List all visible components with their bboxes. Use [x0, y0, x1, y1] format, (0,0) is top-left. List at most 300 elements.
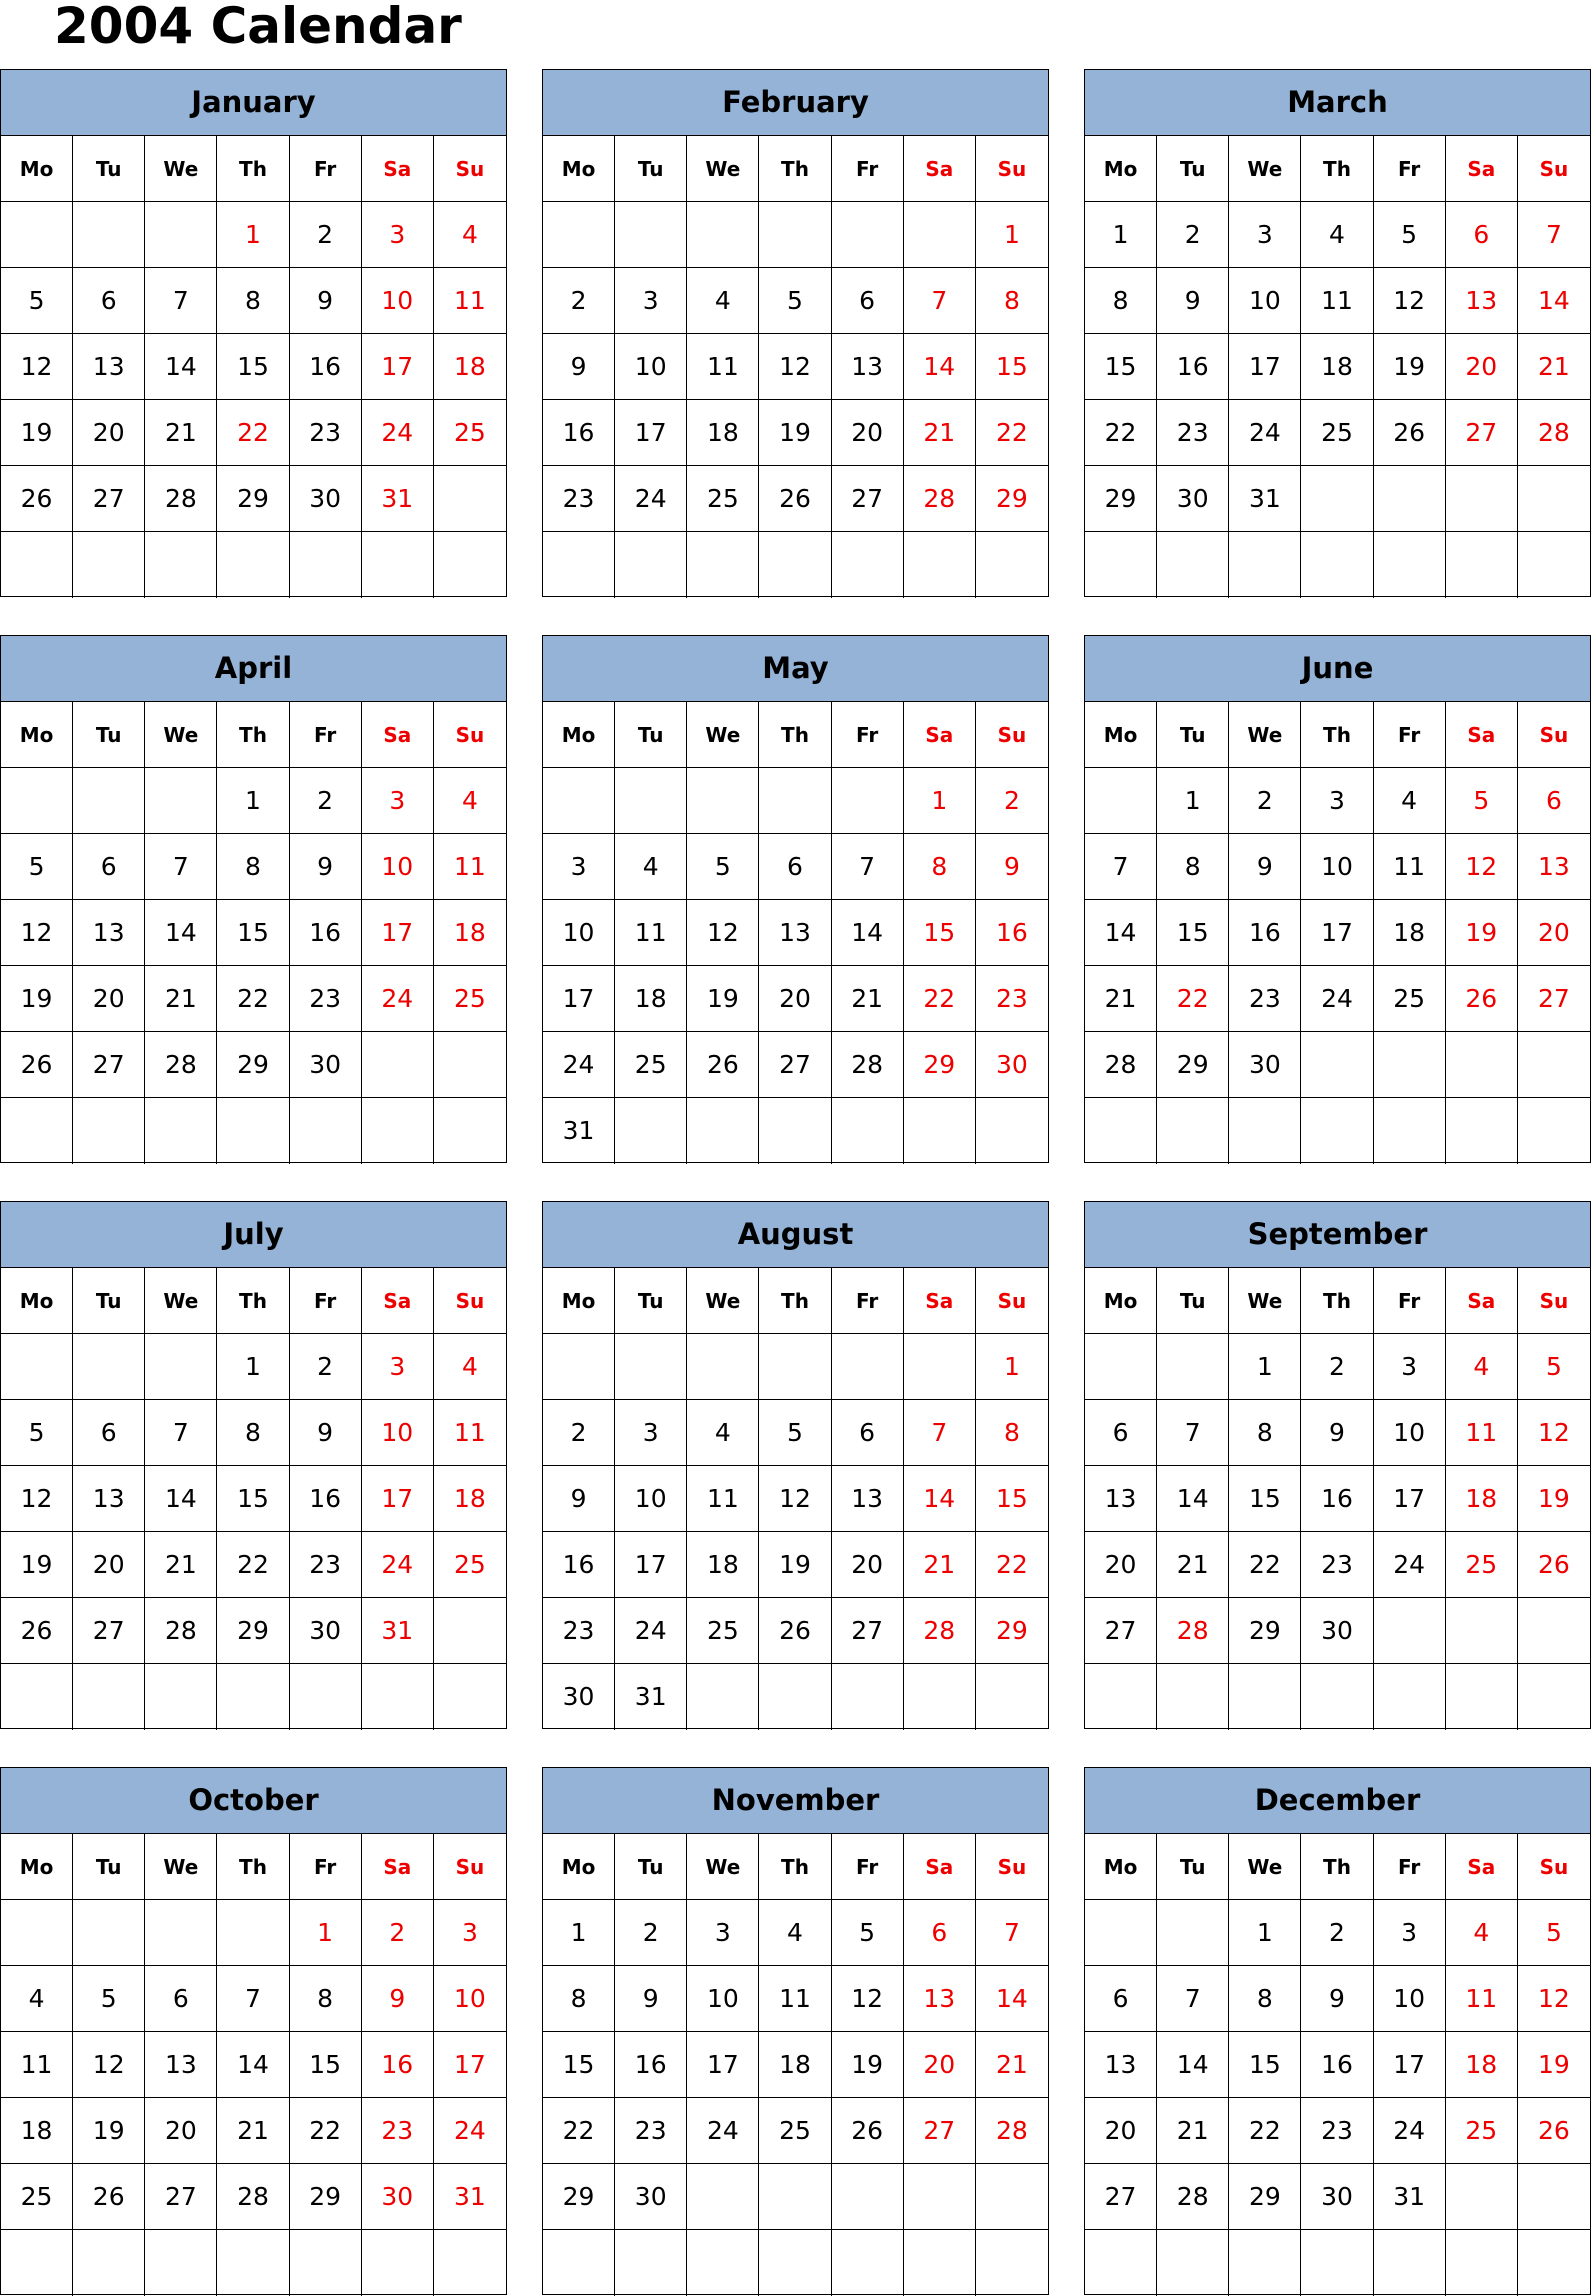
day-cell: 16	[290, 334, 362, 400]
day-cell: 11	[1301, 268, 1373, 334]
day-cell: 11	[615, 900, 687, 966]
day-cell: 24	[362, 400, 434, 466]
empty-cell	[1157, 1334, 1229, 1400]
day-cell: 22	[1229, 1532, 1301, 1598]
day-cell: 13	[832, 334, 904, 400]
day-cell: 28	[976, 2098, 1048, 2164]
weekday-header: Th	[217, 136, 289, 202]
day-cell: 25	[687, 466, 759, 532]
day-cell: 23	[290, 400, 362, 466]
empty-cell	[145, 202, 217, 268]
day-cell: 23	[1301, 1532, 1373, 1598]
day-cell: 21	[976, 2032, 1048, 2098]
day-cell: 10	[1374, 1966, 1446, 2032]
day-cell: 12	[687, 900, 759, 966]
weekday-header: Sa	[1446, 1834, 1518, 1900]
day-cell: 16	[615, 2032, 687, 2098]
day-cell: 29	[290, 2164, 362, 2230]
empty-cell	[1374, 2230, 1446, 2296]
empty-cell	[1157, 1098, 1229, 1164]
day-cell: 21	[145, 400, 217, 466]
day-cell: 25	[1, 2164, 73, 2230]
weekday-header: Su	[976, 1268, 1048, 1334]
empty-cell	[1374, 1032, 1446, 1098]
day-cell: 5	[1, 268, 73, 334]
empty-cell	[1, 1900, 73, 1966]
day-cell: 26	[1, 466, 73, 532]
day-grid	[543, 702, 1048, 1164]
empty-cell	[1446, 1664, 1518, 1730]
day-cell: 12	[832, 1966, 904, 2032]
day-cell: 4	[615, 834, 687, 900]
day-cell: 15	[904, 900, 976, 966]
empty-cell	[687, 2164, 759, 2230]
empty-cell	[434, 466, 506, 532]
weekday-header: Mo	[543, 702, 615, 768]
day-cell: 3	[543, 834, 615, 900]
day-cell: 29	[217, 1032, 289, 1098]
day-cell: 9	[615, 1966, 687, 2032]
day-cell: 14	[1085, 900, 1157, 966]
day-cell: 1	[1229, 1334, 1301, 1400]
empty-cell	[217, 1900, 289, 1966]
day-cell: 19	[1374, 334, 1446, 400]
day-cell: 27	[1518, 966, 1590, 1032]
empty-cell	[1, 2230, 73, 2296]
day-cell: 10	[434, 1966, 506, 2032]
day-cell: 23	[1301, 2098, 1373, 2164]
day-cell: 3	[362, 1334, 434, 1400]
day-cell: 13	[904, 1966, 976, 2032]
weekday-header: We	[687, 136, 759, 202]
empty-cell	[1518, 2230, 1590, 2296]
day-cell: 24	[687, 2098, 759, 2164]
day-cell: 2	[1157, 202, 1229, 268]
day-cell: 7	[1085, 834, 1157, 900]
empty-cell	[362, 1098, 434, 1164]
day-cell: 18	[1446, 1466, 1518, 1532]
day-cell: 15	[217, 334, 289, 400]
day-cell: 8	[976, 268, 1048, 334]
day-cell: 11	[434, 1400, 506, 1466]
day-cell: 22	[976, 1532, 1048, 1598]
day-cell: 19	[832, 2032, 904, 2098]
day-cell: 12	[1, 900, 73, 966]
month-april	[0, 635, 507, 1163]
day-cell: 24	[615, 466, 687, 532]
day-cell: 14	[217, 2032, 289, 2098]
day-cell: 1	[904, 768, 976, 834]
day-grid	[1, 1834, 506, 2296]
day-cell: 22	[217, 400, 289, 466]
weekday-header: Mo	[1, 136, 73, 202]
weekday-header: Tu	[615, 1268, 687, 1334]
day-cell: 31	[362, 1598, 434, 1664]
weekday-header: Tu	[73, 1834, 145, 1900]
month-header: April	[1, 636, 506, 702]
empty-cell	[904, 202, 976, 268]
day-cell: 1	[1085, 202, 1157, 268]
empty-cell	[1374, 1598, 1446, 1664]
day-cell: 3	[1374, 1334, 1446, 1400]
day-cell: 21	[1157, 1532, 1229, 1598]
weekday-header: Th	[759, 1268, 831, 1334]
empty-cell	[832, 2230, 904, 2296]
empty-cell	[1446, 2164, 1518, 2230]
day-cell: 1	[290, 1900, 362, 1966]
empty-cell	[1518, 1664, 1590, 1730]
day-cell: 16	[1229, 900, 1301, 966]
empty-cell	[145, 1334, 217, 1400]
day-cell: 23	[290, 1532, 362, 1598]
day-cell: 9	[1157, 268, 1229, 334]
empty-cell	[1518, 1032, 1590, 1098]
empty-cell	[615, 532, 687, 598]
day-cell: 7	[904, 268, 976, 334]
day-cell: 8	[290, 1966, 362, 2032]
empty-cell	[832, 2164, 904, 2230]
empty-cell	[832, 768, 904, 834]
day-cell: 14	[145, 334, 217, 400]
weekday-header: Fr	[1374, 1834, 1446, 1900]
day-grid	[543, 1268, 1048, 1730]
day-cell: 12	[1518, 1400, 1590, 1466]
day-cell: 14	[832, 900, 904, 966]
empty-cell	[759, 1664, 831, 1730]
day-cell: 6	[832, 1400, 904, 1466]
day-cell: 31	[434, 2164, 506, 2230]
day-cell: 31	[615, 1664, 687, 1730]
day-cell: 5	[1374, 202, 1446, 268]
day-cell: 27	[73, 1598, 145, 1664]
day-cell: 17	[615, 400, 687, 466]
day-cell: 24	[362, 1532, 434, 1598]
day-cell: 13	[1446, 268, 1518, 334]
day-cell: 18	[434, 900, 506, 966]
day-cell: 10	[1301, 834, 1373, 900]
day-cell: 11	[687, 1466, 759, 1532]
day-cell: 5	[832, 1900, 904, 1966]
day-cell: 6	[73, 834, 145, 900]
day-cell: 18	[1374, 900, 1446, 966]
weekday-header: Su	[1518, 1834, 1590, 1900]
weekday-header: Su	[434, 136, 506, 202]
day-cell: 5	[1, 834, 73, 900]
weekday-header: Sa	[362, 1834, 434, 1900]
day-cell: 17	[615, 1532, 687, 1598]
empty-cell	[1229, 1664, 1301, 1730]
empty-cell	[615, 202, 687, 268]
month-november	[542, 1767, 1049, 2295]
empty-cell	[687, 532, 759, 598]
day-cell: 8	[976, 1400, 1048, 1466]
day-cell: 21	[904, 1532, 976, 1598]
month-july	[0, 1201, 507, 1729]
empty-cell	[217, 1098, 289, 1164]
day-cell: 2	[1301, 1900, 1373, 1966]
day-cell: 2	[543, 1400, 615, 1466]
weekday-header: Mo	[1, 702, 73, 768]
day-cell: 30	[1301, 2164, 1373, 2230]
day-cell: 2	[543, 268, 615, 334]
weekday-header: Su	[1518, 136, 1590, 202]
day-cell: 13	[1518, 834, 1590, 900]
empty-cell	[1518, 466, 1590, 532]
weekday-header: Th	[759, 136, 831, 202]
day-cell: 7	[904, 1400, 976, 1466]
weekday-header: Mo	[543, 136, 615, 202]
empty-cell	[1446, 2230, 1518, 2296]
day-cell: 15	[1229, 1466, 1301, 1532]
day-cell: 24	[434, 2098, 506, 2164]
day-cell: 7	[145, 834, 217, 900]
empty-cell	[976, 2164, 1048, 2230]
empty-cell	[759, 1098, 831, 1164]
day-cell: 13	[73, 900, 145, 966]
empty-cell	[759, 2164, 831, 2230]
empty-cell	[1374, 466, 1446, 532]
day-cell: 25	[687, 1598, 759, 1664]
day-cell: 21	[145, 1532, 217, 1598]
day-cell: 15	[217, 1466, 289, 1532]
day-cell: 25	[759, 2098, 831, 2164]
day-cell: 26	[687, 1032, 759, 1098]
empty-cell	[217, 532, 289, 598]
page-title: 2004 Calendar	[54, 0, 462, 55]
day-cell: 4	[1, 1966, 73, 2032]
empty-cell	[145, 2230, 217, 2296]
day-cell: 16	[362, 2032, 434, 2098]
day-cell: 1	[976, 202, 1048, 268]
day-cell: 22	[217, 966, 289, 1032]
day-grid	[1085, 1268, 1590, 1730]
weekday-header: Mo	[543, 1834, 615, 1900]
weekday-header: Sa	[362, 1268, 434, 1334]
month-header: July	[1, 1202, 506, 1268]
day-cell: 23	[976, 966, 1048, 1032]
day-cell: 26	[1518, 2098, 1590, 2164]
weekday-header: We	[1229, 1268, 1301, 1334]
empty-cell	[759, 2230, 831, 2296]
day-cell: 13	[73, 1466, 145, 1532]
day-cell: 25	[1446, 1532, 1518, 1598]
day-cell: 26	[1446, 966, 1518, 1032]
day-cell: 20	[904, 2032, 976, 2098]
day-cell: 9	[543, 1466, 615, 1532]
empty-cell	[1518, 2164, 1590, 2230]
day-cell: 14	[904, 334, 976, 400]
empty-cell	[290, 1664, 362, 1730]
weekday-header: Sa	[362, 136, 434, 202]
day-cell: 28	[1518, 400, 1590, 466]
empty-cell	[1301, 532, 1373, 598]
day-cell: 6	[1085, 1400, 1157, 1466]
day-cell: 8	[1157, 834, 1229, 900]
empty-cell	[73, 532, 145, 598]
weekday-header: Fr	[832, 1268, 904, 1334]
day-cell: 4	[434, 202, 506, 268]
empty-cell	[290, 1098, 362, 1164]
empty-cell	[832, 1334, 904, 1400]
day-cell: 19	[1, 400, 73, 466]
day-cell: 3	[1301, 768, 1373, 834]
day-cell: 16	[290, 900, 362, 966]
empty-cell	[1, 1664, 73, 1730]
day-cell: 19	[73, 2098, 145, 2164]
day-cell: 27	[1446, 400, 1518, 466]
day-cell: 19	[687, 966, 759, 1032]
day-grid	[1085, 1834, 1590, 2296]
empty-cell	[73, 1664, 145, 1730]
weekday-header: Th	[1301, 1834, 1373, 1900]
month-header: October	[1, 1768, 506, 1834]
day-cell: 11	[1, 2032, 73, 2098]
empty-cell	[615, 2230, 687, 2296]
weekday-header: Su	[1518, 1268, 1590, 1334]
day-grid	[543, 136, 1048, 598]
weekday-header: Sa	[1446, 136, 1518, 202]
day-cell: 16	[543, 400, 615, 466]
day-cell: 14	[904, 1466, 976, 1532]
day-cell: 28	[832, 1032, 904, 1098]
weekday-header: Th	[1301, 136, 1373, 202]
day-cell: 16	[1301, 1466, 1373, 1532]
day-cell: 10	[362, 268, 434, 334]
day-cell: 18	[1446, 2032, 1518, 2098]
empty-cell	[832, 1098, 904, 1164]
day-cell: 7	[1157, 1966, 1229, 2032]
weekday-header: Sa	[904, 1834, 976, 1900]
day-cell: 7	[976, 1900, 1048, 1966]
day-cell: 23	[543, 466, 615, 532]
day-cell: 14	[145, 900, 217, 966]
weekday-header: Mo	[1085, 1834, 1157, 1900]
day-cell: 21	[217, 2098, 289, 2164]
day-cell: 25	[434, 966, 506, 1032]
month-header: May	[543, 636, 1048, 702]
day-cell: 17	[1301, 900, 1373, 966]
day-cell: 9	[362, 1966, 434, 2032]
weekday-header: Sa	[904, 702, 976, 768]
day-cell: 9	[1301, 1966, 1373, 2032]
month-may	[542, 635, 1049, 1163]
day-cell: 2	[976, 768, 1048, 834]
day-cell: 11	[434, 268, 506, 334]
day-cell: 13	[145, 2032, 217, 2098]
day-cell: 29	[217, 466, 289, 532]
day-cell: 22	[904, 966, 976, 1032]
empty-cell	[904, 532, 976, 598]
day-cell: 2	[1301, 1334, 1373, 1400]
empty-cell	[687, 1334, 759, 1400]
day-cell: 26	[832, 2098, 904, 2164]
month-march	[1084, 69, 1591, 597]
day-cell: 21	[1157, 2098, 1229, 2164]
day-cell: 23	[1157, 400, 1229, 466]
day-cell: 9	[1301, 1400, 1373, 1466]
empty-cell	[759, 1334, 831, 1400]
empty-cell	[759, 202, 831, 268]
day-cell: 21	[145, 966, 217, 1032]
empty-cell	[615, 1334, 687, 1400]
month-header: February	[543, 70, 1048, 136]
day-cell: 12	[73, 2032, 145, 2098]
day-cell: 6	[832, 268, 904, 334]
month-header: March	[1085, 70, 1590, 136]
day-cell: 13	[759, 900, 831, 966]
weekday-header: Su	[1518, 702, 1590, 768]
day-cell: 14	[1518, 268, 1590, 334]
day-cell: 18	[687, 400, 759, 466]
weekday-header: Th	[759, 702, 831, 768]
day-cell: 18	[759, 2032, 831, 2098]
day-cell: 14	[1157, 2032, 1229, 2098]
day-cell: 28	[904, 466, 976, 532]
day-cell: 10	[362, 1400, 434, 1466]
day-cell: 5	[1446, 768, 1518, 834]
day-cell: 16	[543, 1532, 615, 1598]
day-cell: 17	[543, 966, 615, 1032]
day-cell: 27	[759, 1032, 831, 1098]
weekday-header: Fr	[832, 136, 904, 202]
weekday-header: Mo	[1, 1834, 73, 1900]
day-cell: 31	[1374, 2164, 1446, 2230]
day-cell: 4	[1374, 768, 1446, 834]
day-cell: 8	[543, 1966, 615, 2032]
weekday-header: We	[687, 1268, 759, 1334]
day-cell: 20	[73, 966, 145, 1032]
day-cell: 10	[615, 1466, 687, 1532]
empty-cell	[1085, 1900, 1157, 1966]
day-cell: 19	[1, 966, 73, 1032]
day-cell: 16	[1157, 334, 1229, 400]
day-cell: 6	[904, 1900, 976, 1966]
day-cell: 28	[1157, 1598, 1229, 1664]
empty-cell	[434, 1098, 506, 1164]
day-cell: 27	[1085, 1598, 1157, 1664]
empty-cell	[362, 2230, 434, 2296]
day-cell: 31	[362, 466, 434, 532]
day-cell: 28	[904, 1598, 976, 1664]
day-cell: 11	[1374, 834, 1446, 900]
empty-cell	[1, 532, 73, 598]
day-cell: 30	[290, 1598, 362, 1664]
day-cell: 7	[145, 268, 217, 334]
weekday-header: Fr	[290, 1834, 362, 1900]
empty-cell	[1446, 1032, 1518, 1098]
day-cell: 2	[290, 768, 362, 834]
day-cell: 20	[1085, 1532, 1157, 1598]
weekday-header: We	[687, 1834, 759, 1900]
day-cell: 22	[1085, 400, 1157, 466]
day-cell: 25	[1446, 2098, 1518, 2164]
day-cell: 16	[1301, 2032, 1373, 2098]
day-cell: 29	[217, 1598, 289, 1664]
day-cell: 24	[1374, 2098, 1446, 2164]
day-cell: 26	[759, 1598, 831, 1664]
weekday-header: Su	[434, 702, 506, 768]
weekday-header: Fr	[1374, 136, 1446, 202]
empty-cell	[1374, 1664, 1446, 1730]
empty-cell	[217, 2230, 289, 2296]
day-cell: 9	[976, 834, 1048, 900]
day-grid	[1, 136, 506, 598]
day-cell: 12	[1374, 268, 1446, 334]
empty-cell	[362, 1032, 434, 1098]
empty-cell	[904, 2164, 976, 2230]
day-cell: 28	[145, 1598, 217, 1664]
day-cell: 2	[362, 1900, 434, 1966]
